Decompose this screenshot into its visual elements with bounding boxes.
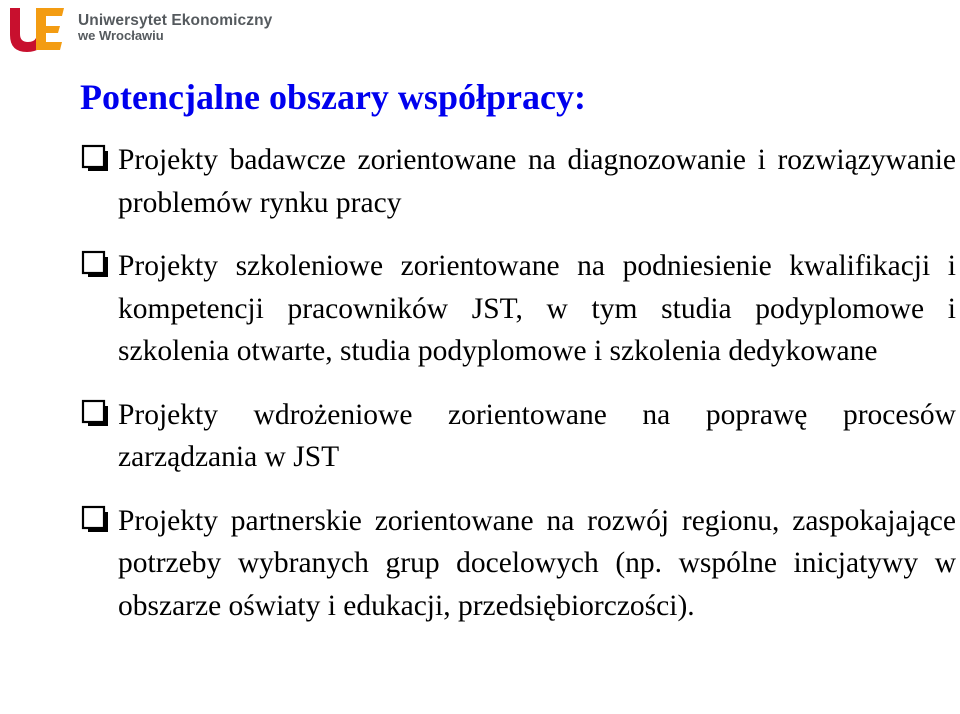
bullet-text: Projekty partnerskie zorientowane na rozwój regionu, zaspokajające potrzeby wybranych grup docelowych (np. wspólne inicjatywy w obszarze oświaty i edukacji, przedsiębiorczości). — [118, 504, 956, 622]
bullet-item-partnership — [80, 500, 956, 628]
logo-city: we Wrocławiu — [78, 28, 164, 44]
logo-text — [78, 12, 272, 43]
bullet-item-implementation — [80, 394, 956, 479]
bullet-list — [80, 139, 956, 648]
ue-logo-mark-icon — [6, 2, 68, 54]
bullet-text: Projekty szkoleniowe zorientowane na podniesienie kwalifikacji i kompetencji pracowników JST, w tym studia podyplomowe i szkolenia otwarte, studia podyplomowe i szkolenia dedykowane — [118, 250, 956, 367]
checkbox-outline-icon — [80, 249, 110, 279]
logo-university-name: Uniwersytet Ekonomiczny — [78, 12, 273, 30]
university-logo — [6, 2, 272, 54]
slide-title: Potencjalne obszary współpracy: — [80, 77, 586, 117]
bullet-text: Projekty wdrożeniowe zorientowane na poprawę procesów zarządzania w JST — [118, 398, 956, 473]
checkbox-outline-icon — [80, 143, 110, 173]
bullet-text: Projekty badawcze zorientowane na diagnozowanie i rozwiązywanie problemów rynku pracy — [118, 144, 956, 219]
bullet-item-research — [80, 139, 956, 224]
checkbox-outline-icon — [80, 504, 110, 534]
checkbox-outline-icon — [80, 398, 110, 428]
bullet-item-training — [80, 245, 956, 373]
